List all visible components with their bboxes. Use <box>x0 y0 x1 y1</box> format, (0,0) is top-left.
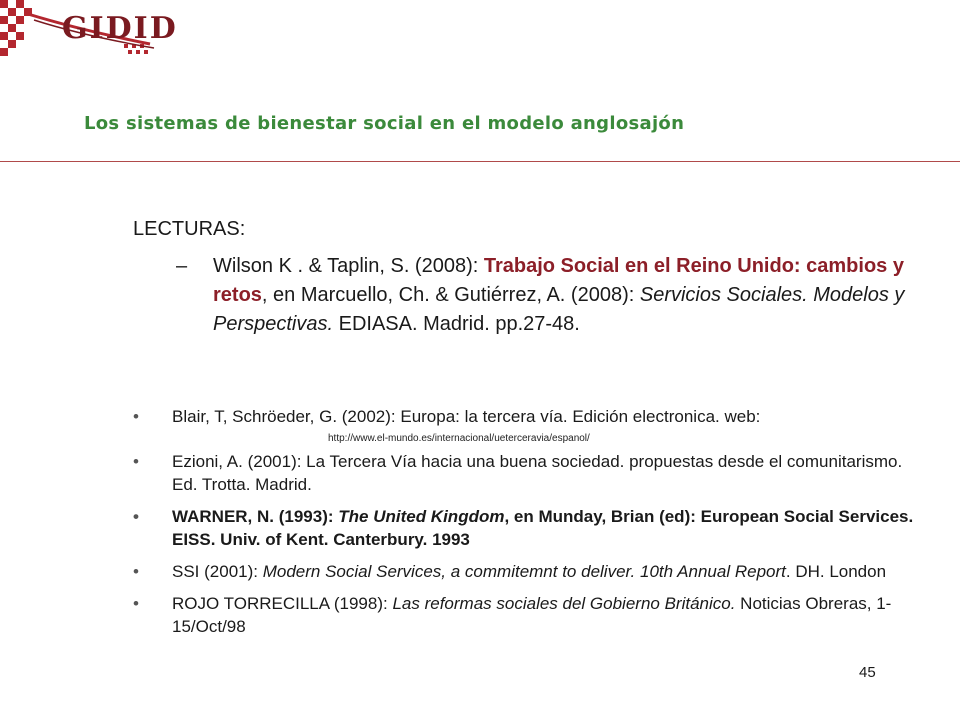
ezioni-text: Ezioni, A. (2001): La Tercera Vía hacia una buena sociedad. propuestas desde el comunitarismo. Ed. Trotta. Madrid. <box>172 452 903 494</box>
bullet-marker: • <box>133 507 139 526</box>
reference-item-ssi <box>133 560 923 583</box>
reference-item-rojo <box>133 592 923 638</box>
main-ref-authors: Wilson K . & Taplin, S. (2008): <box>213 255 484 277</box>
rojo-text-2: Noticias Obreras, 1-15/Oct/98 <box>172 594 892 636</box>
dash-marker: – <box>176 255 188 277</box>
reference-item-ezioni <box>133 450 923 496</box>
main-ref-title: Trabajo Social en el Reino Unido: cambios y retos <box>213 255 904 306</box>
main-reference <box>176 252 936 339</box>
reference-item-warner <box>133 505 923 551</box>
main-ref-mid: , en Marcuello, Ch. & Gutiérrez, A. (2008): <box>261 284 640 306</box>
title-divider <box>0 161 960 162</box>
gidid-logo <box>0 0 200 62</box>
bullet-marker: • <box>133 562 139 581</box>
bullet-marker: • <box>133 594 139 613</box>
reference-list <box>133 405 923 647</box>
warner-italic: The United Kingdom <box>338 507 505 526</box>
warner-text-2: , en Munday, Brian (ed): European Social Services. EISS. Univ. of Kent. Canterbury. 1993 <box>172 507 914 549</box>
main-ref-book: Servicios Sociales. Modelos y Perspectivas. <box>213 284 905 335</box>
slide-title: Los sistemas de bienestar social en el modelo anglosajón <box>84 113 685 134</box>
main-ref-tail: EDIASA. Madrid. pp.27-48. <box>333 313 580 335</box>
ssi-italic: Modern Social Services, a commitemnt to deliver. 10th Annual Report <box>262 562 786 581</box>
rojo-text-1: ROJO TORRECILLA (1998): <box>172 594 393 613</box>
blair-url-link[interactable]: http://www.el-mundo.es/internacional/ueterceravia/espanol/ <box>328 433 590 444</box>
bullet-marker: • <box>133 452 139 471</box>
warner-text-1: WARNER, N. (1993): <box>172 507 339 526</box>
reference-item-blair <box>133 405 923 446</box>
rojo-italic: Las reformas sociales del Gobierno Británico. <box>392 594 736 613</box>
page-number: 45 <box>859 664 876 681</box>
main-reference-text <box>213 252 936 339</box>
logo-text: GIDID <box>62 11 178 46</box>
bullet-marker: • <box>133 407 139 426</box>
ssi-text-1: SSI (2001): <box>172 562 263 581</box>
lecturas-heading: LECTURAS: <box>133 218 246 240</box>
gidid-logo-graphic <box>0 0 200 62</box>
ssi-text-2: . DH. London <box>785 562 887 581</box>
blair-text: Blair, T, Schröeder, G. (2002): Europa: la tercera vía. Edición electronica. web: <box>172 407 761 426</box>
